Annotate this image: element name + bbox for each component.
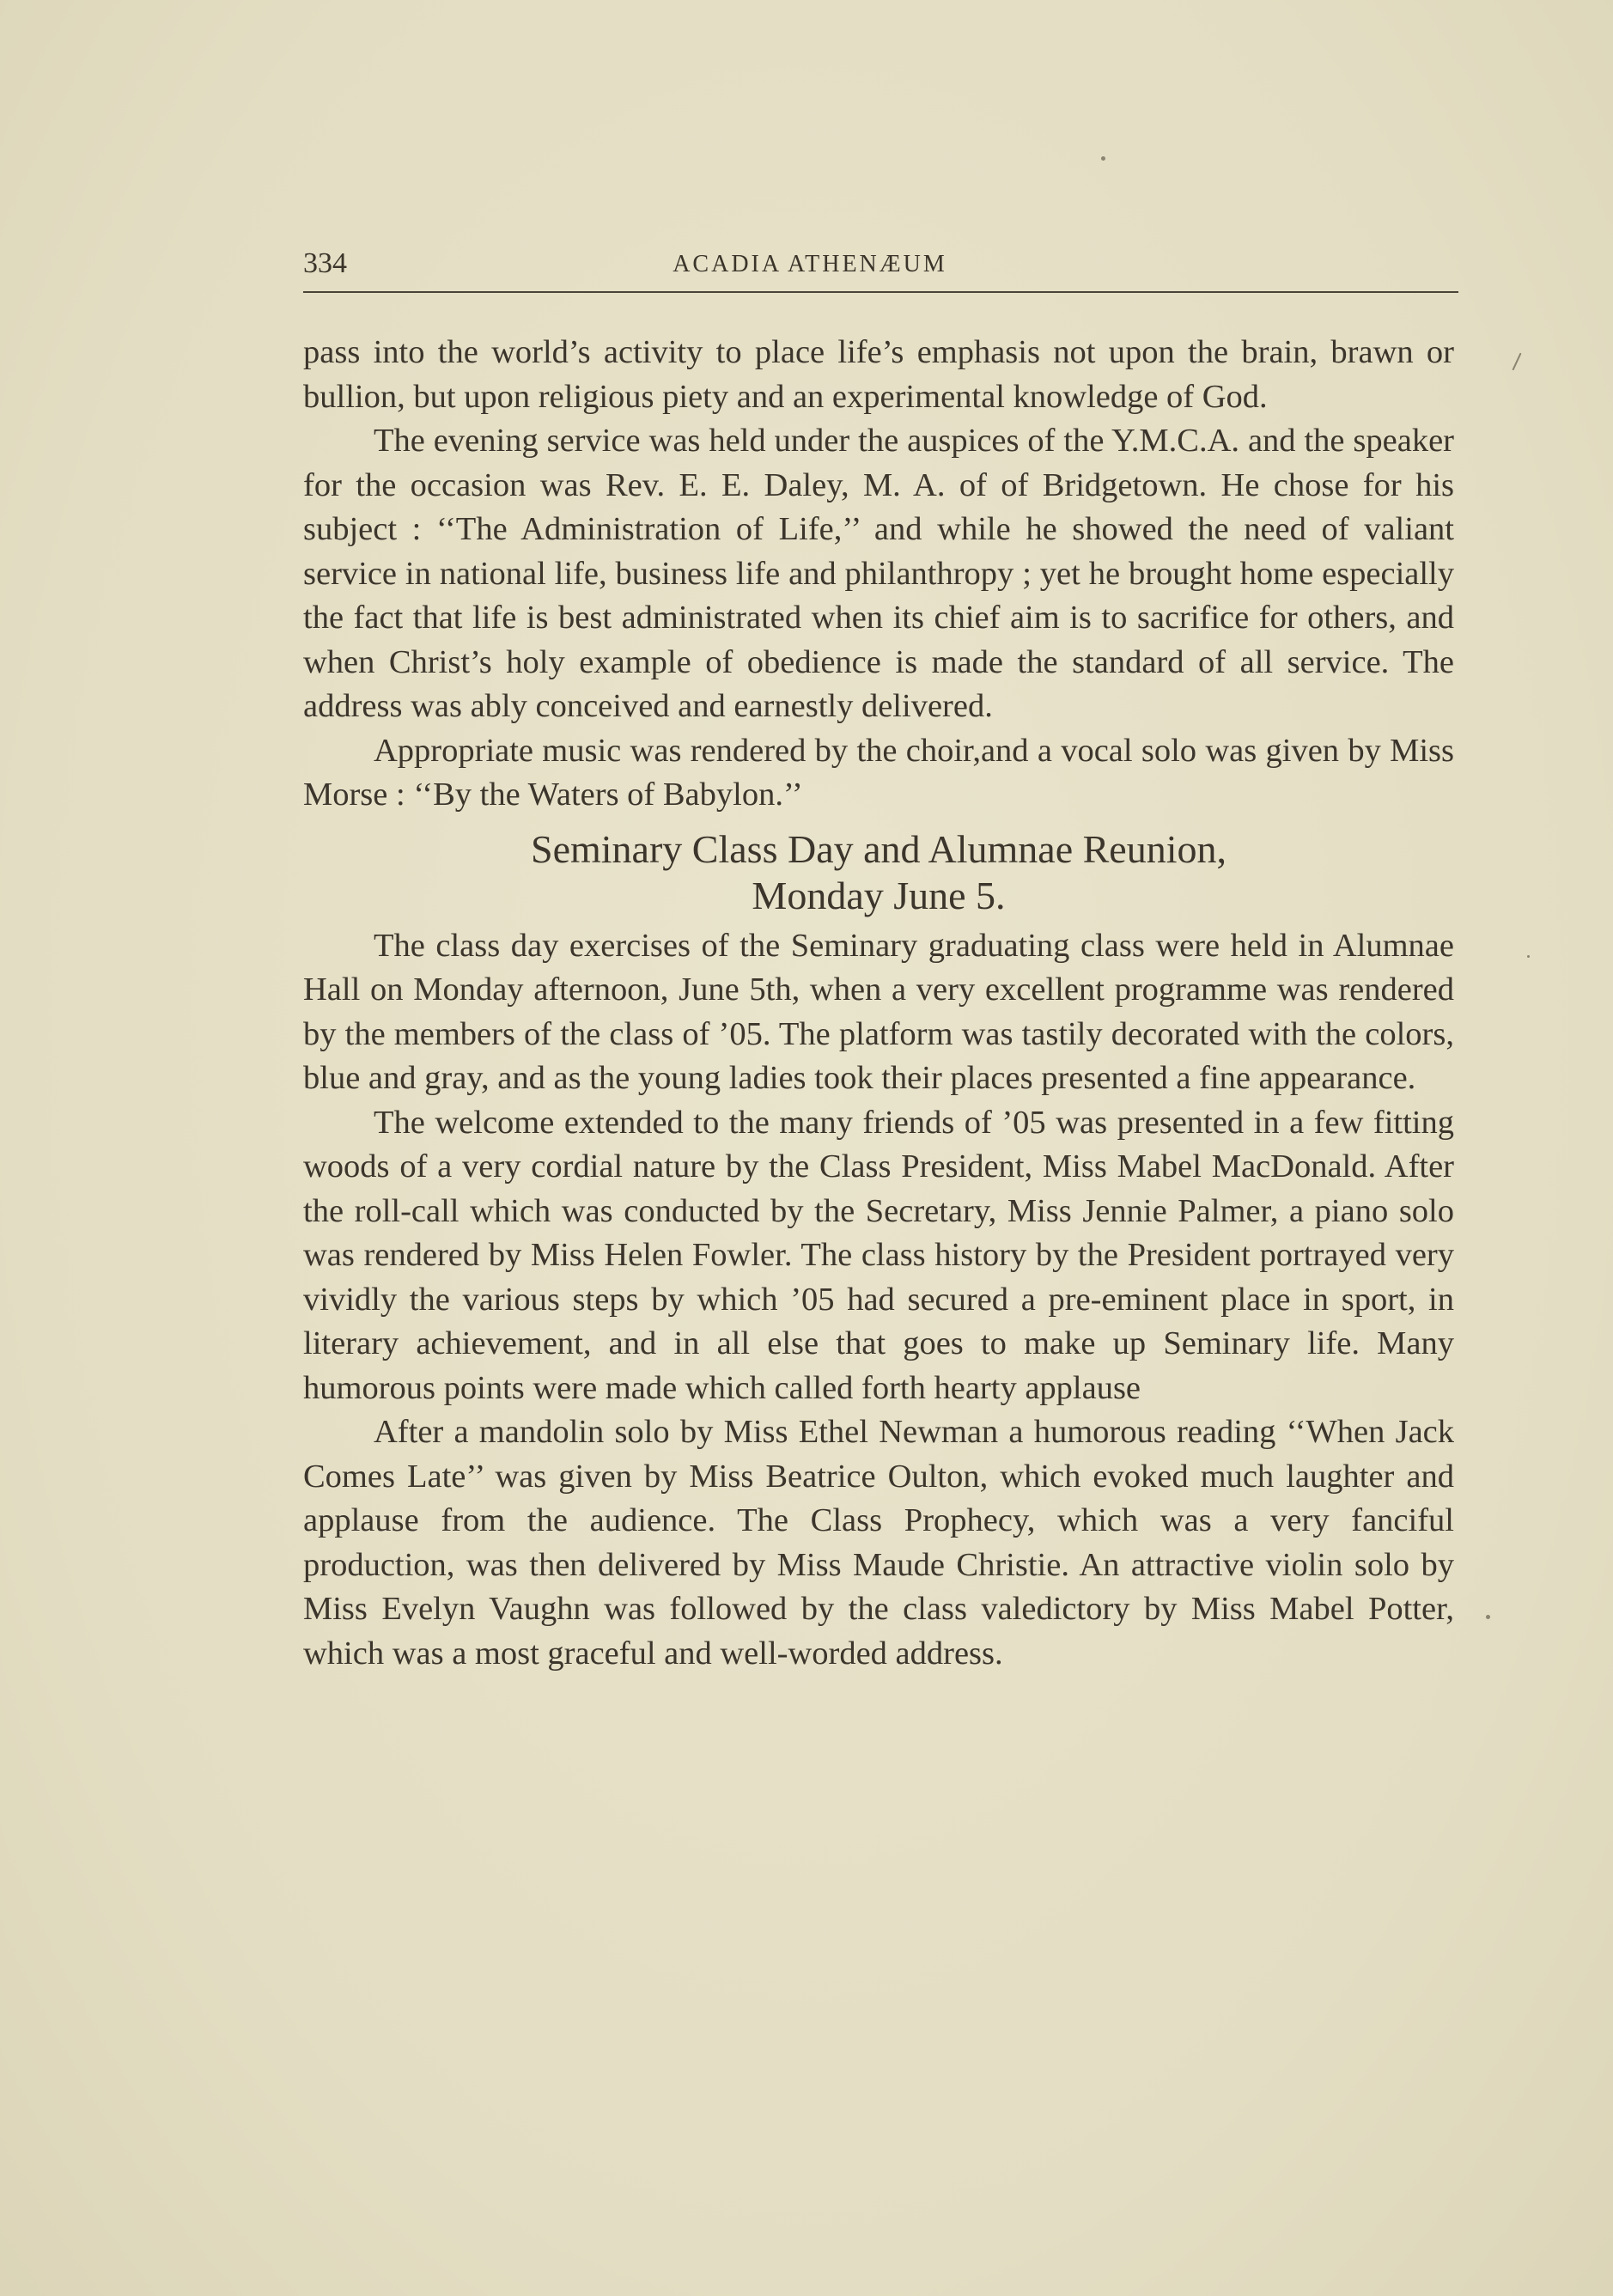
journal-title: ACADIA ATHENÆUM [673, 251, 947, 277]
paragraph-welcome: The welcome extended to the many friends of ’05 was presented in a few fitting woods of a very cordial nature by the Class President, Miss Mabel MacDonald. After the roll-call which was conducted by the Secretary, Miss Jennie Palmer, a piano solo was rendered by Miss Helen Fowler. The class history by the President portrayed very vividly the various steps by which ’05 had secured a pre-eminent place in sport, in literary achievement, and in all else that goes to make up Seminary life. Many humorous points were made which called forth hearty applause [303, 1104, 1454, 1406]
paper-speck [1512, 353, 1521, 371]
paper-speck [1101, 156, 1105, 161]
paragraph-mandolin: After a mandolin solo by Miss Ethel Newman a humorous reading ‘‘When Jack Comes Late’’ was given by Miss Beatrice Oulton, which evoked much laughter and applause from the audience. The Class Prophecy, which was a very fanciful production, was then delivered by Miss Maude Christie. An attractive violin solo by Miss Evelyn Vaughn was followed by the class valedictory by Miss Mabel Potter, which was a most graceful and well-worded address. [303, 1414, 1454, 1672]
running-head [303, 241, 1458, 292]
article-body [303, 331, 1454, 1676]
page-number: 334 [303, 247, 347, 279]
paragraph-continuation: pass into the world’s activity to place life’s emphasis not upon the brain, brawn or bullion, but upon religious piety and an experimental knowledge of God. [303, 334, 1454, 415]
paper-speck [1486, 1615, 1490, 1619]
paper-speck [1527, 955, 1530, 958]
section-heading-line-2: Monday June 5. [752, 873, 1006, 917]
header-rule [303, 291, 1458, 293]
paragraph-music: Appropriate music was rendered by the choir,and a vocal solo was given by Miss Morse : ‘‘By the Waters of Babylon.’’ [303, 732, 1454, 813]
paragraph-class-day: The class day exercises of the Seminary graduating class were held in Alumnae Hall on Monday afternoon, June 5th, when a very excellent programme was rendered by the members of the class of ’05. The platform was tastily decorated with the colors, blue and gray, and as the young ladies took their places presented a fine appearance. [303, 927, 1454, 1096]
section-heading [303, 826, 1454, 919]
paragraph-evening-service: The evening service was held under the auspices of the Y.M.C.A. and the speaker for the occasion was Rev. E. E. Daley, M. A. of of Bridgetown. He chose for his subject : ‘‘The Administration of Life,’’ and while he showed the need of valiant service in national life, business life and philanthropy ; yet he brought home especially the fact that life is best administrated when its chief aim is to sacrifice for others, and when Christ’s holy example of obedience is made the standard of all service. The address was ably conceived and earnestly delivered. [303, 423, 1454, 724]
section-heading-line-1: Seminary Class Day and Alumnae Reunion, [531, 826, 1226, 871]
